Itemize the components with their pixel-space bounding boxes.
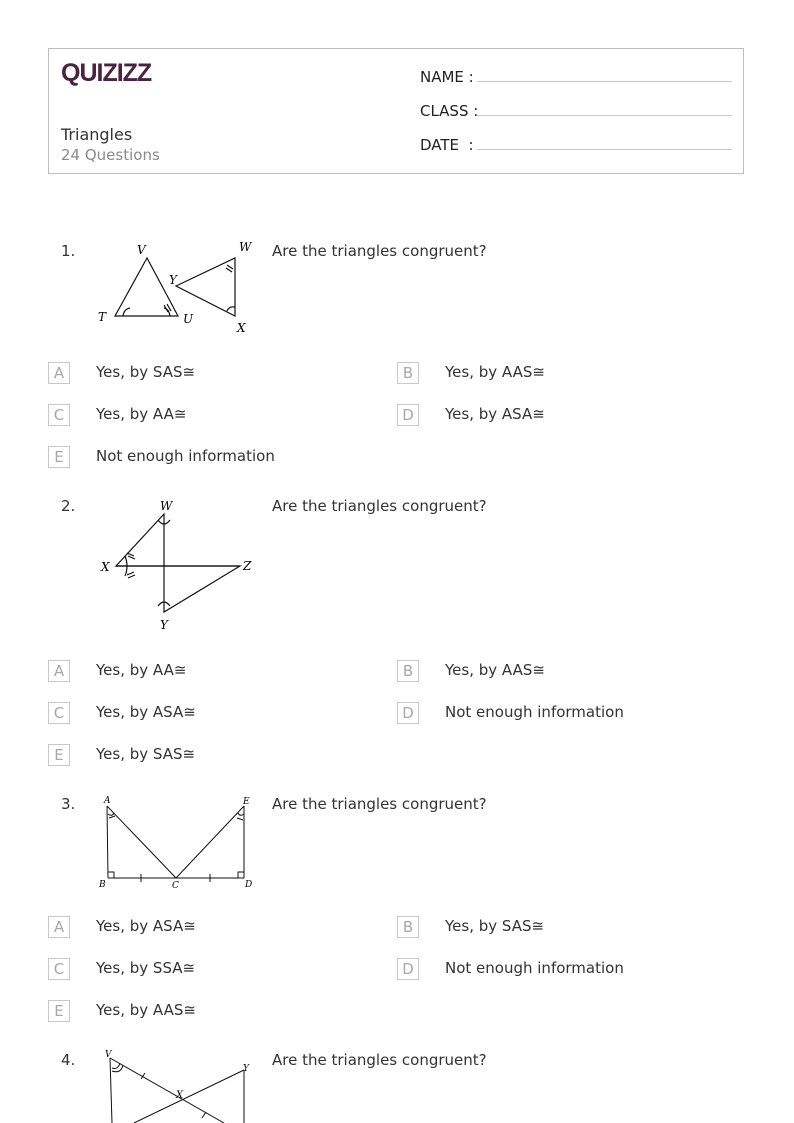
fig3-label-d: D — [245, 880, 253, 890]
fig2-label-y: Y — [160, 618, 168, 632]
worksheet-header — [48, 48, 744, 174]
question-2-text: Are the triangles congruent? — [272, 497, 487, 515]
option-text: Yes, by ASA≅ — [96, 703, 196, 721]
class-label: CLASS : — [420, 102, 479, 120]
option-text: Not enough information — [445, 959, 624, 977]
fig3-label-c: C — [172, 881, 179, 891]
class-line[interactable] — [477, 115, 732, 116]
fig2-label-w: W — [160, 499, 173, 513]
name-field[interactable] — [420, 68, 476, 86]
fig4-label-x: X — [176, 1090, 184, 1101]
question-1-text: Are the triangles congruent? — [272, 242, 487, 260]
question-4-text: Are the triangles congruent? — [272, 1051, 487, 1069]
class-field[interactable] — [420, 102, 479, 120]
fig3-label-e: E — [243, 797, 250, 807]
option-text: Yes, by AAS≅ — [445, 661, 545, 679]
option-letter-box[interactable]: A — [48, 916, 70, 938]
worksheet-title: Triangles — [61, 125, 133, 144]
option-text: Yes, by AA≅ — [96, 405, 187, 423]
question-3-figure — [94, 792, 264, 896]
fig2-label-x: X — [101, 560, 110, 574]
option-letter-box[interactable]: C — [48, 702, 70, 724]
question-2-number: 2. — [61, 497, 76, 515]
option-letter-box[interactable]: D — [397, 702, 419, 724]
option-text: Yes, by ASA≅ — [445, 405, 545, 423]
option-text: Yes, by AAS≅ — [445, 363, 545, 381]
fig3-label-b: B — [99, 880, 106, 890]
name-line[interactable] — [477, 81, 732, 82]
option-text: Yes, by ASA≅ — [96, 917, 196, 935]
question-1-number: 1. — [61, 242, 76, 260]
question-3-text: Are the triangles congruent? — [272, 795, 487, 813]
fig4-label-v: V — [105, 1050, 112, 1060]
fig1-label-x: X — [237, 321, 246, 335]
option-letter-box[interactable]: B — [397, 660, 419, 682]
option-letter-box[interactable]: E — [48, 744, 70, 766]
question-count: 24 Questions — [61, 146, 160, 164]
date-field[interactable] — [420, 136, 476, 154]
question-1-figure — [90, 236, 260, 340]
quizizz-logo: QUIZIZZ — [61, 59, 152, 87]
option-text: Yes, by SAS≅ — [96, 745, 196, 763]
fig4-label-y: Y — [243, 1064, 249, 1074]
option-text: Yes, by AAS≅ — [96, 1001, 196, 1019]
option-text: Yes, by AA≅ — [96, 661, 187, 679]
date-line[interactable] — [477, 149, 732, 150]
option-text: Not enough information — [445, 703, 624, 721]
fig2-label-z: Z — [243, 559, 252, 573]
option-letter-box[interactable]: C — [48, 404, 70, 426]
fig1-label-w: W — [239, 240, 252, 254]
fig1-label-t: T — [98, 310, 107, 324]
option-letter-box[interactable]: B — [397, 362, 419, 384]
fig3-label-a: A — [104, 796, 111, 806]
option-text: Yes, by SSA≅ — [96, 959, 196, 977]
question-2-figure — [94, 494, 264, 636]
option-letter-box[interactable]: D — [397, 958, 419, 980]
date-label: DATE : — [420, 136, 474, 154]
option-letter-box[interactable]: B — [397, 916, 419, 938]
fig1-label-y: Y — [169, 273, 177, 287]
option-letter-box[interactable]: A — [48, 362, 70, 384]
option-letter-box[interactable]: A — [48, 660, 70, 682]
question-4-figure — [94, 1046, 264, 1123]
question-4-number: 4. — [61, 1051, 76, 1069]
option-text: Not enough information — [96, 447, 275, 465]
name-label: NAME : — [420, 68, 474, 86]
option-letter-box[interactable]: D — [397, 404, 419, 426]
option-letter-box[interactable]: E — [48, 1000, 70, 1022]
option-letter-box[interactable]: E — [48, 446, 70, 468]
option-text: Yes, by SAS≅ — [445, 917, 545, 935]
fig1-label-v: V — [137, 243, 146, 257]
option-text: Yes, by SAS≅ — [96, 363, 196, 381]
option-letter-box[interactable]: C — [48, 958, 70, 980]
fig1-label-u: U — [183, 312, 194, 326]
question-3-number: 3. — [61, 795, 76, 813]
